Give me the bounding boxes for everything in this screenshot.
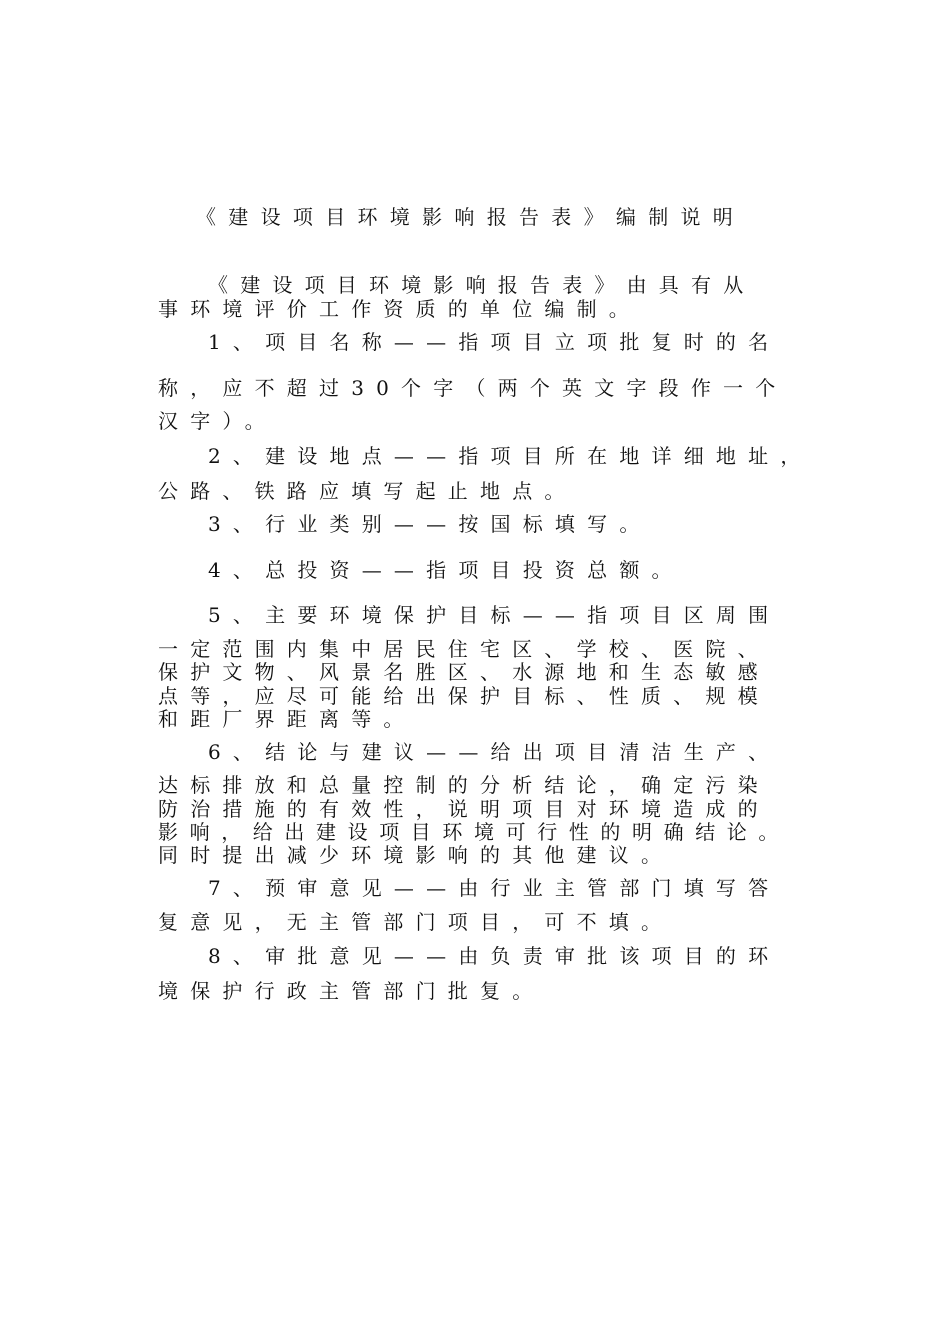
page-title: 《建设项目环境影响报告表》编制说明 [196, 205, 746, 229]
intro-line-1: 《建设项目环境影响报告表》由具有从 [208, 273, 756, 297]
item-6-line-1: 6、结论与建议——给出项目清洁生产、 [208, 740, 781, 764]
item-8-line-1: 8、审批意见——由负责审批该项目的环 [208, 944, 781, 968]
item-8-line-2: 境保护行政主管部门批复。 [158, 979, 545, 1003]
item-6-line-2: 达标排放和总量控制的分析结论，确定污染 [158, 773, 770, 797]
item-6-line-4: 影响，给出建设项目环境可行性的明确结论。 [158, 820, 790, 844]
item-1-line-2: 称，应不超过30个字（两个英文字段作一个 [158, 376, 788, 400]
item-7-line-1: 7、预审意见——由行业主管部门填写答 [208, 876, 781, 900]
item-7-line-2: 复意见，无主管部门项目，可不填。 [158, 910, 674, 934]
item-2-line-1: 2、建设地点——指项目所在地详细地址， [208, 444, 813, 468]
item-6-line-3: 防治措施的有效性，说明项目对环境造成的 [158, 797, 770, 821]
item-4-line-1: 4、总投资——指项目投资总额。 [208, 558, 684, 582]
item-6-line-5: 同时提出减少环境影响的其他建议。 [158, 843, 674, 867]
item-1-line-3: 汉字）。 [158, 409, 277, 433]
item-5-line-4: 点等，应尽可能给出保护目标、性质、规模 [158, 684, 770, 708]
item-5-line-1: 5、主要环境保护目标——指项目区周围 [208, 603, 781, 627]
item-1-line-1: 1、项目名称——指项目立项批复时的名 [208, 330, 781, 354]
item-5-line-3: 保护文物、风景名胜区、水源地和生态敏感 [158, 660, 770, 684]
item-5-line-5: 和距厂界距离等。 [158, 707, 416, 731]
item-3-line-1: 3、行业类别——按国标填写。 [208, 512, 652, 536]
intro-line-2: 事环境评价工作资质的单位编制。 [158, 297, 641, 321]
item-5-line-2: 一定范围内集中居民住宅区、学校、医院、 [158, 637, 770, 661]
item-2-line-2: 公路、铁路应填写起止地点。 [158, 479, 577, 503]
